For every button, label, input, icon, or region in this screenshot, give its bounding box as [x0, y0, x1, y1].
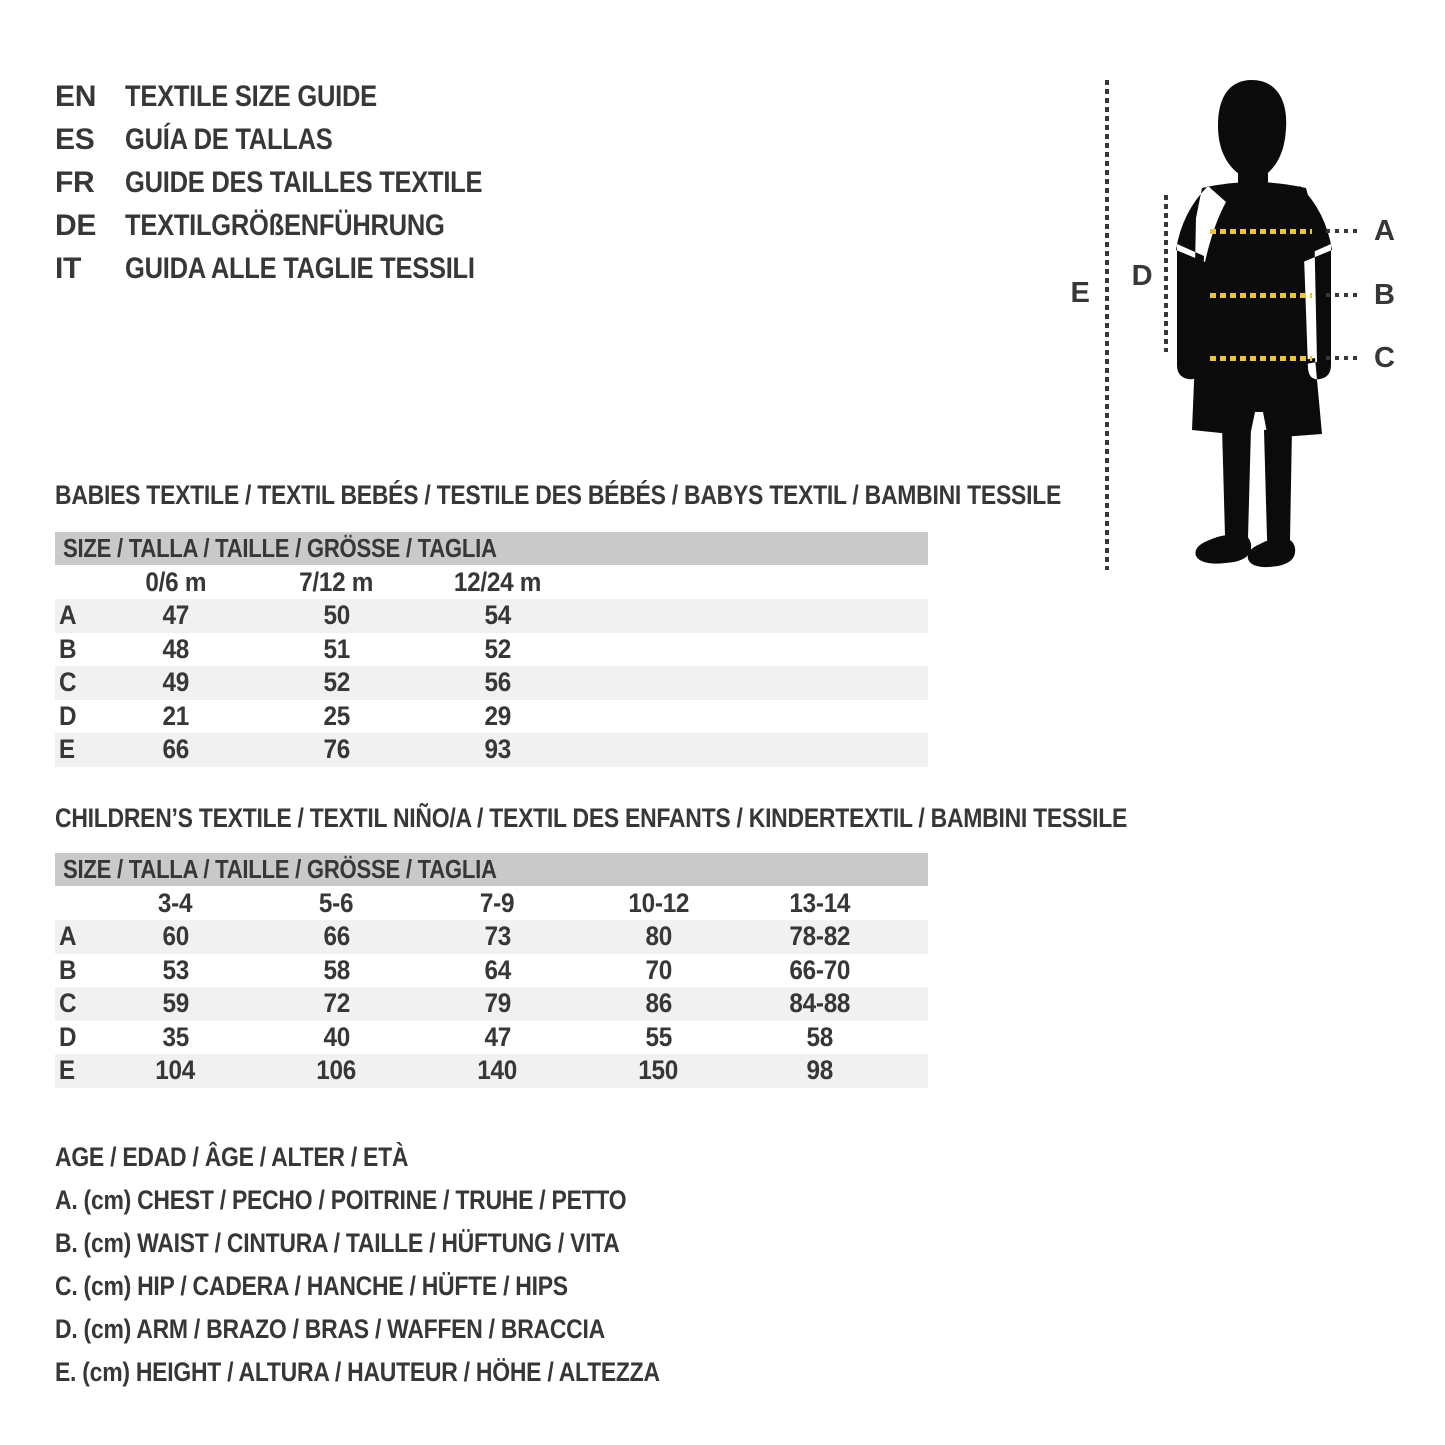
- size-value-text: 51: [323, 633, 350, 664]
- size-header-bar: [55, 853, 928, 886]
- size-value: [256, 600, 417, 631]
- size-value-text: 66-70: [789, 954, 850, 985]
- row-label-text: E: [58, 1055, 75, 1086]
- column-header: [256, 888, 417, 919]
- row-label-text: A: [58, 921, 77, 952]
- size-value-text: 59: [162, 988, 189, 1019]
- size-value-text: 150: [638, 1055, 679, 1086]
- size-value: [256, 1055, 417, 1086]
- legend-line-age: [55, 1136, 766, 1179]
- size-value: [417, 634, 578, 665]
- legend-line-waist: [55, 1222, 766, 1265]
- size-value-text: 84-88: [789, 988, 850, 1019]
- row-label-text: D: [58, 700, 77, 731]
- babies-size-table: [55, 532, 928, 767]
- guide-title-it: GUIDA ALLE TAGLIE TESSILI: [125, 251, 475, 285]
- size-value: [256, 921, 417, 952]
- row-label-text: B: [58, 633, 77, 664]
- size-value: [578, 921, 739, 952]
- children-section-heading: [55, 804, 1316, 832]
- size-value-text: 140: [477, 1055, 518, 1086]
- size-value: [578, 955, 739, 986]
- row-label-text: A: [58, 600, 77, 631]
- row-label: [55, 734, 95, 765]
- size-value: [256, 988, 417, 1019]
- size-value-text: 47: [484, 1021, 511, 1052]
- row-label: [55, 667, 95, 698]
- language-row-fr: [55, 161, 545, 204]
- size-value-text: 58: [323, 954, 350, 985]
- column-header: [578, 888, 739, 919]
- row-label: [55, 955, 95, 986]
- column-header: [739, 888, 900, 919]
- legend-line-hip: [55, 1265, 766, 1308]
- column-header: [417, 888, 578, 919]
- arm-measure-line-D: [1164, 195, 1168, 352]
- column-header: [95, 888, 256, 919]
- size-value: [95, 701, 256, 732]
- size-value: [417, 701, 578, 732]
- guide-title-es: GUÍA DE TALLAS: [125, 122, 333, 156]
- column-header-text: 7-9: [480, 887, 515, 918]
- row-label-text: D: [58, 1021, 77, 1052]
- size-value-text: 56: [484, 667, 511, 698]
- row-label: [55, 1022, 95, 1053]
- size-value: [417, 1022, 578, 1053]
- size-value: [95, 634, 256, 665]
- size-value-text: 52: [484, 633, 511, 664]
- column-header-text: 12/24 m: [453, 566, 542, 597]
- yellow-dash-segment: [1210, 356, 1312, 361]
- size-value: [256, 955, 417, 986]
- size-value: [578, 1055, 739, 1086]
- chest-measure-line-A: [1210, 217, 1395, 245]
- babies-section-heading: [55, 481, 1239, 509]
- size-value: [739, 988, 900, 1019]
- column-header: [256, 567, 417, 598]
- table-row-A: [55, 920, 928, 954]
- row-label: [55, 634, 95, 665]
- legend-text: E. (cm) HEIGHT / ALTURA / HAUTEUR / HÖHE / ALTEZZA: [55, 1357, 660, 1387]
- size-value-text: 70: [645, 954, 672, 985]
- size-value: [95, 1055, 256, 1086]
- table-row-C: [55, 666, 928, 700]
- figure-label-E: E: [1070, 277, 1090, 309]
- language-code: EN: [55, 79, 97, 113]
- size-value-text: 72: [323, 988, 350, 1019]
- size-value-text: 58: [806, 1021, 833, 1052]
- table-row-A: [55, 599, 928, 633]
- table-row-B: [55, 633, 928, 667]
- size-value-text: 60: [162, 921, 189, 952]
- row-label-text: C: [58, 988, 77, 1019]
- figure-label-A: A: [1374, 215, 1395, 247]
- column-header-text: 0/6 m: [145, 566, 206, 597]
- column-header: [95, 567, 256, 598]
- size-value-text: 106: [316, 1055, 357, 1086]
- yellow-dash-segment: [1210, 229, 1312, 234]
- size-value-text: 86: [645, 988, 672, 1019]
- children-size-table: [55, 853, 928, 1088]
- size-value-text: 29: [484, 700, 511, 731]
- size-value: [578, 988, 739, 1019]
- size-value-text: 54: [484, 600, 511, 631]
- size-value-text: 25: [323, 700, 350, 731]
- column-header-text: 7/12 m: [299, 566, 374, 597]
- size-value: [95, 921, 256, 952]
- column-header-text: 5-6: [319, 887, 354, 918]
- legend-text: A. (cm) CHEST / PECHO / POITRINE / TRUHE / PETTO: [55, 1185, 627, 1215]
- column-header-text: 10-12: [628, 887, 689, 918]
- legend-line-height: [55, 1351, 766, 1394]
- language-row-de: [55, 204, 545, 247]
- waist-measure-line-B: [1210, 281, 1395, 309]
- language-code: FR: [55, 165, 95, 199]
- row-label-text: C: [58, 667, 77, 698]
- hip-measure-line-C: [1210, 344, 1395, 372]
- column-header-text: 3-4: [158, 887, 193, 918]
- size-value: [95, 1022, 256, 1053]
- language-code: DE: [55, 208, 97, 242]
- size-value: [739, 921, 900, 952]
- black-dash-segment: [1326, 293, 1362, 297]
- size-value: [95, 600, 256, 631]
- size-value-text: 35: [162, 1021, 189, 1052]
- legend-text: D. (cm) ARM / BRAZO / BRAS / WAFFEN / BRACCIA: [55, 1314, 605, 1344]
- size-value: [256, 734, 417, 765]
- size-value: [256, 667, 417, 698]
- size-value: [739, 1022, 900, 1053]
- table-row-E: [55, 733, 928, 767]
- row-label: [55, 600, 95, 631]
- size-value: [578, 1022, 739, 1053]
- size-value-text: 21: [162, 700, 189, 731]
- size-value-text: 93: [484, 734, 511, 765]
- legend-text: C. (cm) HIP / CADERA / HANCHE / HÜFTE / HIPS: [55, 1271, 568, 1301]
- size-value-text: 55: [645, 1021, 672, 1052]
- row-label-text: B: [58, 954, 77, 985]
- size-value-text: 78-82: [789, 921, 850, 952]
- size-value-text: 104: [155, 1055, 196, 1086]
- size-value-text: 76: [323, 734, 350, 765]
- language-title-list: [55, 75, 545, 290]
- size-value-text: 79: [484, 988, 511, 1019]
- column-header-text: 13-14: [789, 887, 850, 918]
- size-header-label: SIZE / TALLA / TAILLE / GRÖSSE / TAGLIA: [63, 533, 497, 563]
- legend-text: B. (cm) WAIST / CINTURA / TAILLE / HÜFTUNG / VITA: [55, 1228, 620, 1258]
- legend-line-arm: [55, 1308, 766, 1351]
- row-label: [55, 921, 95, 952]
- size-value-text: 50: [323, 600, 350, 631]
- size-value-text: 48: [162, 633, 189, 664]
- size-value-text: 52: [323, 667, 350, 698]
- size-value-text: 53: [162, 954, 189, 985]
- size-value-text: 66: [162, 734, 189, 765]
- guide-title-fr: GUIDE DES TAILLES TEXTILE: [125, 165, 483, 199]
- size-value: [739, 955, 900, 986]
- size-value: [95, 734, 256, 765]
- size-value-text: 98: [806, 1055, 833, 1086]
- size-value-text: 47: [162, 600, 189, 631]
- size-value-text: 66: [323, 921, 350, 952]
- column-header: [417, 567, 578, 598]
- language-row-it: [55, 247, 545, 290]
- size-header-label: SIZE / TALLA / TAILLE / GRÖSSE / TAGLIA: [63, 854, 497, 884]
- black-dash-segment: [1326, 356, 1362, 360]
- babies-heading-text: BABIES TEXTILE / TEXTIL BEBÉS / TESTILE DES BÉBÉS / BABYS TEXTIL / BAMBINI TESSILE: [55, 480, 1062, 510]
- size-value: [417, 988, 578, 1019]
- table-row-E: [55, 1054, 928, 1088]
- guide-title-en: TEXTILE SIZE GUIDE: [125, 79, 377, 113]
- figure-label-B: B: [1374, 279, 1395, 311]
- yellow-dash-segment: [1210, 293, 1312, 298]
- table-row-C: [55, 987, 928, 1021]
- size-value: [417, 734, 578, 765]
- size-value-text: 49: [162, 667, 189, 698]
- size-value: [95, 988, 256, 1019]
- size-value: [95, 667, 256, 698]
- row-label: [55, 701, 95, 732]
- language-row-es: [55, 118, 545, 161]
- size-value: [739, 1055, 900, 1086]
- size-value: [417, 955, 578, 986]
- figure-label-D: D: [1131, 260, 1153, 292]
- black-dash-segment: [1326, 229, 1362, 233]
- table-row-D: [55, 700, 928, 734]
- language-row-en: [55, 75, 545, 118]
- row-label-text: E: [58, 734, 75, 765]
- size-header-bar: [55, 532, 928, 565]
- measurement-legend: [55, 1136, 766, 1394]
- column-header-row: [55, 565, 928, 599]
- language-code: IT: [55, 251, 82, 285]
- babies-table-rows: [55, 565, 928, 767]
- size-value-text: 80: [645, 921, 672, 952]
- size-value-text: 73: [484, 921, 511, 952]
- size-value: [417, 600, 578, 631]
- legend-line-chest: [55, 1179, 766, 1222]
- children-heading-text: CHILDREN’S TEXTILE / TEXTIL NIÑO/A / TEXTIL DES ENFANTS / KINDERTEXTIL / BAMBINI TESSILE: [55, 803, 1128, 833]
- table-row-D: [55, 1021, 928, 1055]
- size-value: [417, 667, 578, 698]
- size-value-text: 64: [484, 954, 511, 985]
- size-value: [417, 1055, 578, 1086]
- row-label: [55, 988, 95, 1019]
- figure-label-C: C: [1374, 342, 1395, 374]
- row-label: [55, 1055, 95, 1086]
- size-value: [95, 955, 256, 986]
- guide-title-de: TEXTILGRÖßENFÜHRUNG: [125, 208, 445, 242]
- column-header-row: [55, 886, 928, 920]
- size-value: [256, 1022, 417, 1053]
- children-table-rows: [55, 886, 928, 1088]
- legend-text: AGE / EDAD / ÂGE / ALTER / ETÀ: [55, 1142, 409, 1172]
- size-value-text: 40: [323, 1021, 350, 1052]
- language-code: ES: [55, 122, 95, 156]
- size-value: [417, 921, 578, 952]
- size-value: [256, 701, 417, 732]
- size-value: [256, 634, 417, 665]
- table-row-B: [55, 954, 928, 988]
